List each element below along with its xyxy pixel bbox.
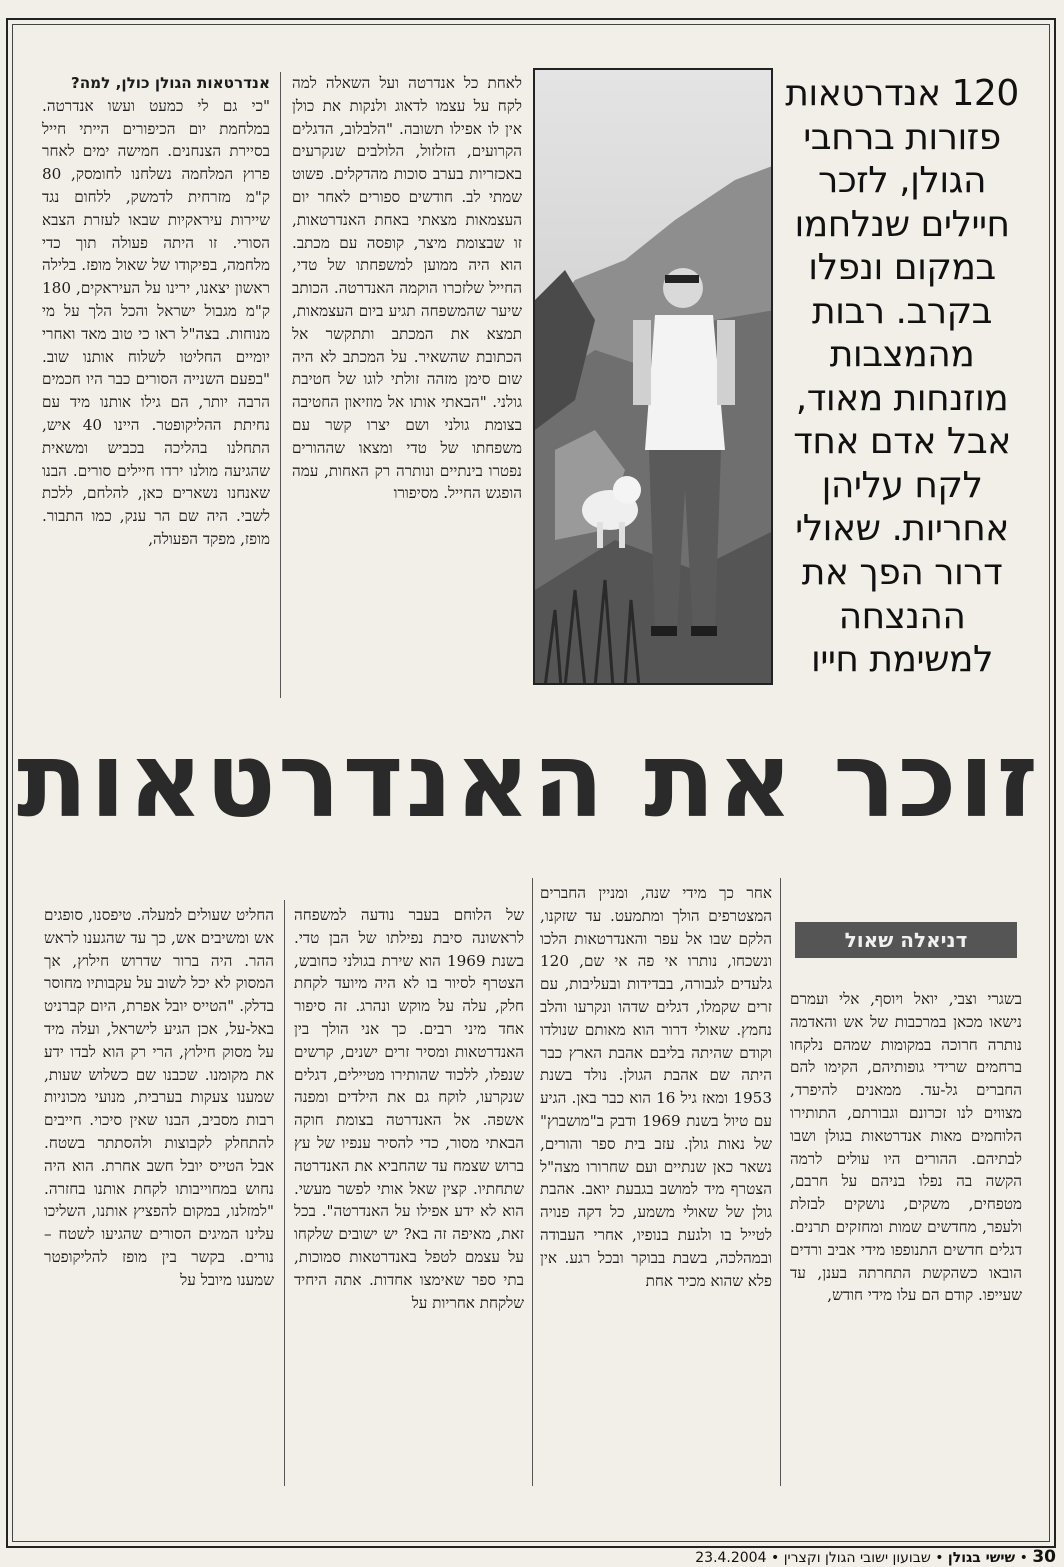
article-byline: דניאלה שאול [795, 922, 1017, 958]
upper-column-story [292, 72, 522, 700]
column-text: לאחת כל אנדרטה ועל השאלה למה לקח על עצמו לדאוג ולנקות את כולן אין לו אפילו תשובה. "הלבלוב, הדגלים הקרועים, הזלזול, הלולבים שנקרעים באכזריות בערב סוכות מהדקלים. פשוט שמתי לב. חודשים ספורים לאחר יום העצמאות מצאתי באחת האנדרטאות, זו שבצומת מיצר, קופסה עם מכתב. הוא היה ממוען למשפחתו של טדי, החייל שלזכרו הוקמה האנדרטה. הכותב שיער שהמשפחה תגיע ביום העצמאות, תמצא את המכתב ותתקשר אל הכתובת שהשאיר. על המכתב לא היה שום סימן מזהה זולתי לוגו של חטיבת גולני. "הבאתי אותו אל מוזיאון החטיבה בצומת גולני ושם יצרו קשר עם משפחתו של טדי ומצאו שההורים נפטרו בינתיים ונותרה רק האחות, עמה הופגש החייל. מסיפורו [292, 74, 522, 503]
article-lede: 120 אנדרטאות פזורות ברחבי הגולן, לזכר חיילים שנלחמו במקום ונפלו בקרב. רבות מהמצבות מוזנחות מאוד, אבל אדם אחד לקח עליהן אחריות. שאולי דרור הפך את ההנצחה למשימת חייו [785, 73, 1019, 681]
column-text: אחר כך מידי שנה, ומניין החברים המצטרפים הולך ומתמעט. עד שזקנו, הלקם שבו אל עפר והאנדרטאות הלכו ונשכחו, נותרו אי פה אי שם, 120 גלעדים לגבורה, בבדידות ובעליבות, עם זרים שקמלו, דגלים שדהו ונקרעו והלב נחמץ. שאולי דרור הוא מאותם שנולדו וקודם שהיתה בליבם אהבת הארץ כבר היתה שם אהבת הגולן. נולד בשנת 1953 ומאז גיל 16 הוא כבר באן. הגיע עם טיול בשנת 1969 ודבק ב"מושבוץ" של נאות גולן. עזב בית ספר והורים, נשאר כאן שנתיים ועם שחרורו מצה"ל הצטרף מיד למושב בגבעת יואב. אהבת גולן של שאולי משמע, כל דקה פנויה לטייל בו ולגעת בנופיו, אחרי העבודה ובמהלכה, בשבת בבוקר ובכל רגע. אין פלא שהוא מכיר אחת [540, 884, 772, 1290]
column-rule [280, 72, 281, 698]
footer-date: 23.4.2004 [695, 1550, 767, 1566]
article-photo [533, 68, 773, 685]
page-footer [590, 1548, 1056, 1566]
article-headline: זוכר את האנדרטאות [16, 719, 1040, 841]
lower-column-1 [790, 988, 1022, 1486]
column-text: החליט שעולים למעלה. טיפסנו, סופגים אש ומשיבים אש, כך עד שהגענו לראש ההר. היה ברור שדרוש חילוץ, אך המסוק לא יכל לשוב על עקבותיו מחוסר בדלק. "הטייס יובל אפרת, היום קברניט באל-על, אכן הגיע לישראל, ועלה מיד על מסוק חילוץ, הרי רק הוא לבדו ידע את מקומנו. שכבנו שם כשלוש שעות, שמענו צעקות בערבית, מנועי מכוניות רבות מסביב, הבנו שאין סיכוי. חייבים להתחלק לקבוצות ולהסתתר בשטח. אבל הטייס יובל חשב אחרת. הוא היה נחוש במחוייבותו לקחת אותנו בחזרה. "למזלנו, במקום להפציץ אותנו, השליכו עלינו המיגים הסורים שהגיעו לשטח – נורים. בקשר בין מופז להליקופטר שמענו מיובל על [44, 906, 274, 1289]
column-rule [284, 900, 285, 1486]
footer-separator: • [930, 1550, 944, 1566]
lower-column-4 [44, 904, 274, 1486]
page-number: 30 [1032, 1547, 1056, 1567]
column-text: של הלוחם בעבר נודעה למשפחה לראשונה סיבת נפילתו של הבן טדי. בשנת 1969 הוא שירת בגולני כחובש, הצטרף לסיור בו לא היה מיועד לקחת חלק, עלה על מוקש ונהרג. זה סיפור אחד מיני רבים. כך אני הולך בין האנדרטאות ומסיר זרים ישנים, קרשים שנפלו, ללכוד שהותירו מטיילים, דגלים שנקרעו, לוקח גם את הילדים ומפנה אשפה. אל האנדרטה בצומת חוקה הבאתי מסור, כדי להסיר ענפיו של עץ ברוש שצמח עד שהחביא את האנדרטה שתחתיו. קצין שאל אותי לפשר מעשי. הוא לא ידע אפילו על האנדרטה". בכל זאת, מאיפה זה בא? יש ישובים שלקחו על עצמם לטפל באנדרטאות סמוכות, בתי ספר שאימצו אחדות. אתה היחיד שלקחת אחריות על [294, 906, 524, 1312]
column-text: בשגרי וצבי, יואל ויוסף, אלי ועמרם נישאו מכאן במרכבות של אש והאדמה נותרה חרוכה במקומות שמהם נלקחו ברחמים שרידי גופותיהם, הקימו להם החברים גל-עד. ממאנים להיפרד, מצווים לנו זכרונם וגבורתם, התותירו הלוחמים מאות אנדרטאות בגולן ושבו לבתיהם. ההורים היו עולים לרמה הקשה בה נפלו בניהם על חרבם, מטפחים, משקים, נושקים לבזלת ולעפר, מחדשים שמות ומחזקים תרנים. דגלים חדשים התנופפו מידי אביב ורדים הובאו כשהקשת התחרתה בענן, עד שעייפו. קודם הם עלו מידי חודש, [790, 990, 1022, 1305]
footer-section: שישי בגולן [947, 1550, 1016, 1566]
column-rule [532, 878, 533, 1486]
photo-illustration [535, 70, 773, 685]
column-text: "כי גם לי כמעט ועשו אנדרטה. במלחמת יום הכיפורים הייתי חייל בסיירת הצנחנים. חמישה ימים לאחר פרוץ המלחמה נשלחנו לחומסק, 80 ק"מ מזרחית לדמשק, ללחום נגד שיירות עיראקיות שבאו לעזרת הצבא הסורי. זו היתה פעולה תוך כדי מלחמה, בפיקודו של שאול מופז. בלילה ראשון יצאנו, ירינו על העיראקים, 180 ק"מ מגבול ישראל והכל הלך על מי מנוחות. בצה"ל ראו כי טוב מאד ואחרי יומיים החליטו לשלוח אותנו שוב. "בפעם השנייה הסורים כבר היו חכמים הרבה יותר, הם גילו אותנו מיד עם נחיתת ההליקופטר. היינו 40 איש, התחלנו בהליכה בכביש ומשאית שהגיעה מולנו ירדו חיילים סורים. הבנו שאנחנו נשארים כאן, להלחם, ללכת לשבי. היה שם הר ענק, כמו התבור. מופז, מפקד הפעולה, [42, 96, 270, 548]
column-rule [780, 878, 781, 1486]
footer-separator: • [1015, 1550, 1028, 1566]
upper-column-right-story [42, 72, 270, 700]
lower-column-2 [540, 882, 772, 1486]
footer-separator: • [766, 1550, 780, 1566]
column-subheading: אנדרטאות הגולן כולן, למה? [70, 74, 270, 92]
footer-publication: שבועון ישובי הגולן וקצרין [783, 1550, 931, 1566]
lower-column-3 [294, 904, 524, 1486]
